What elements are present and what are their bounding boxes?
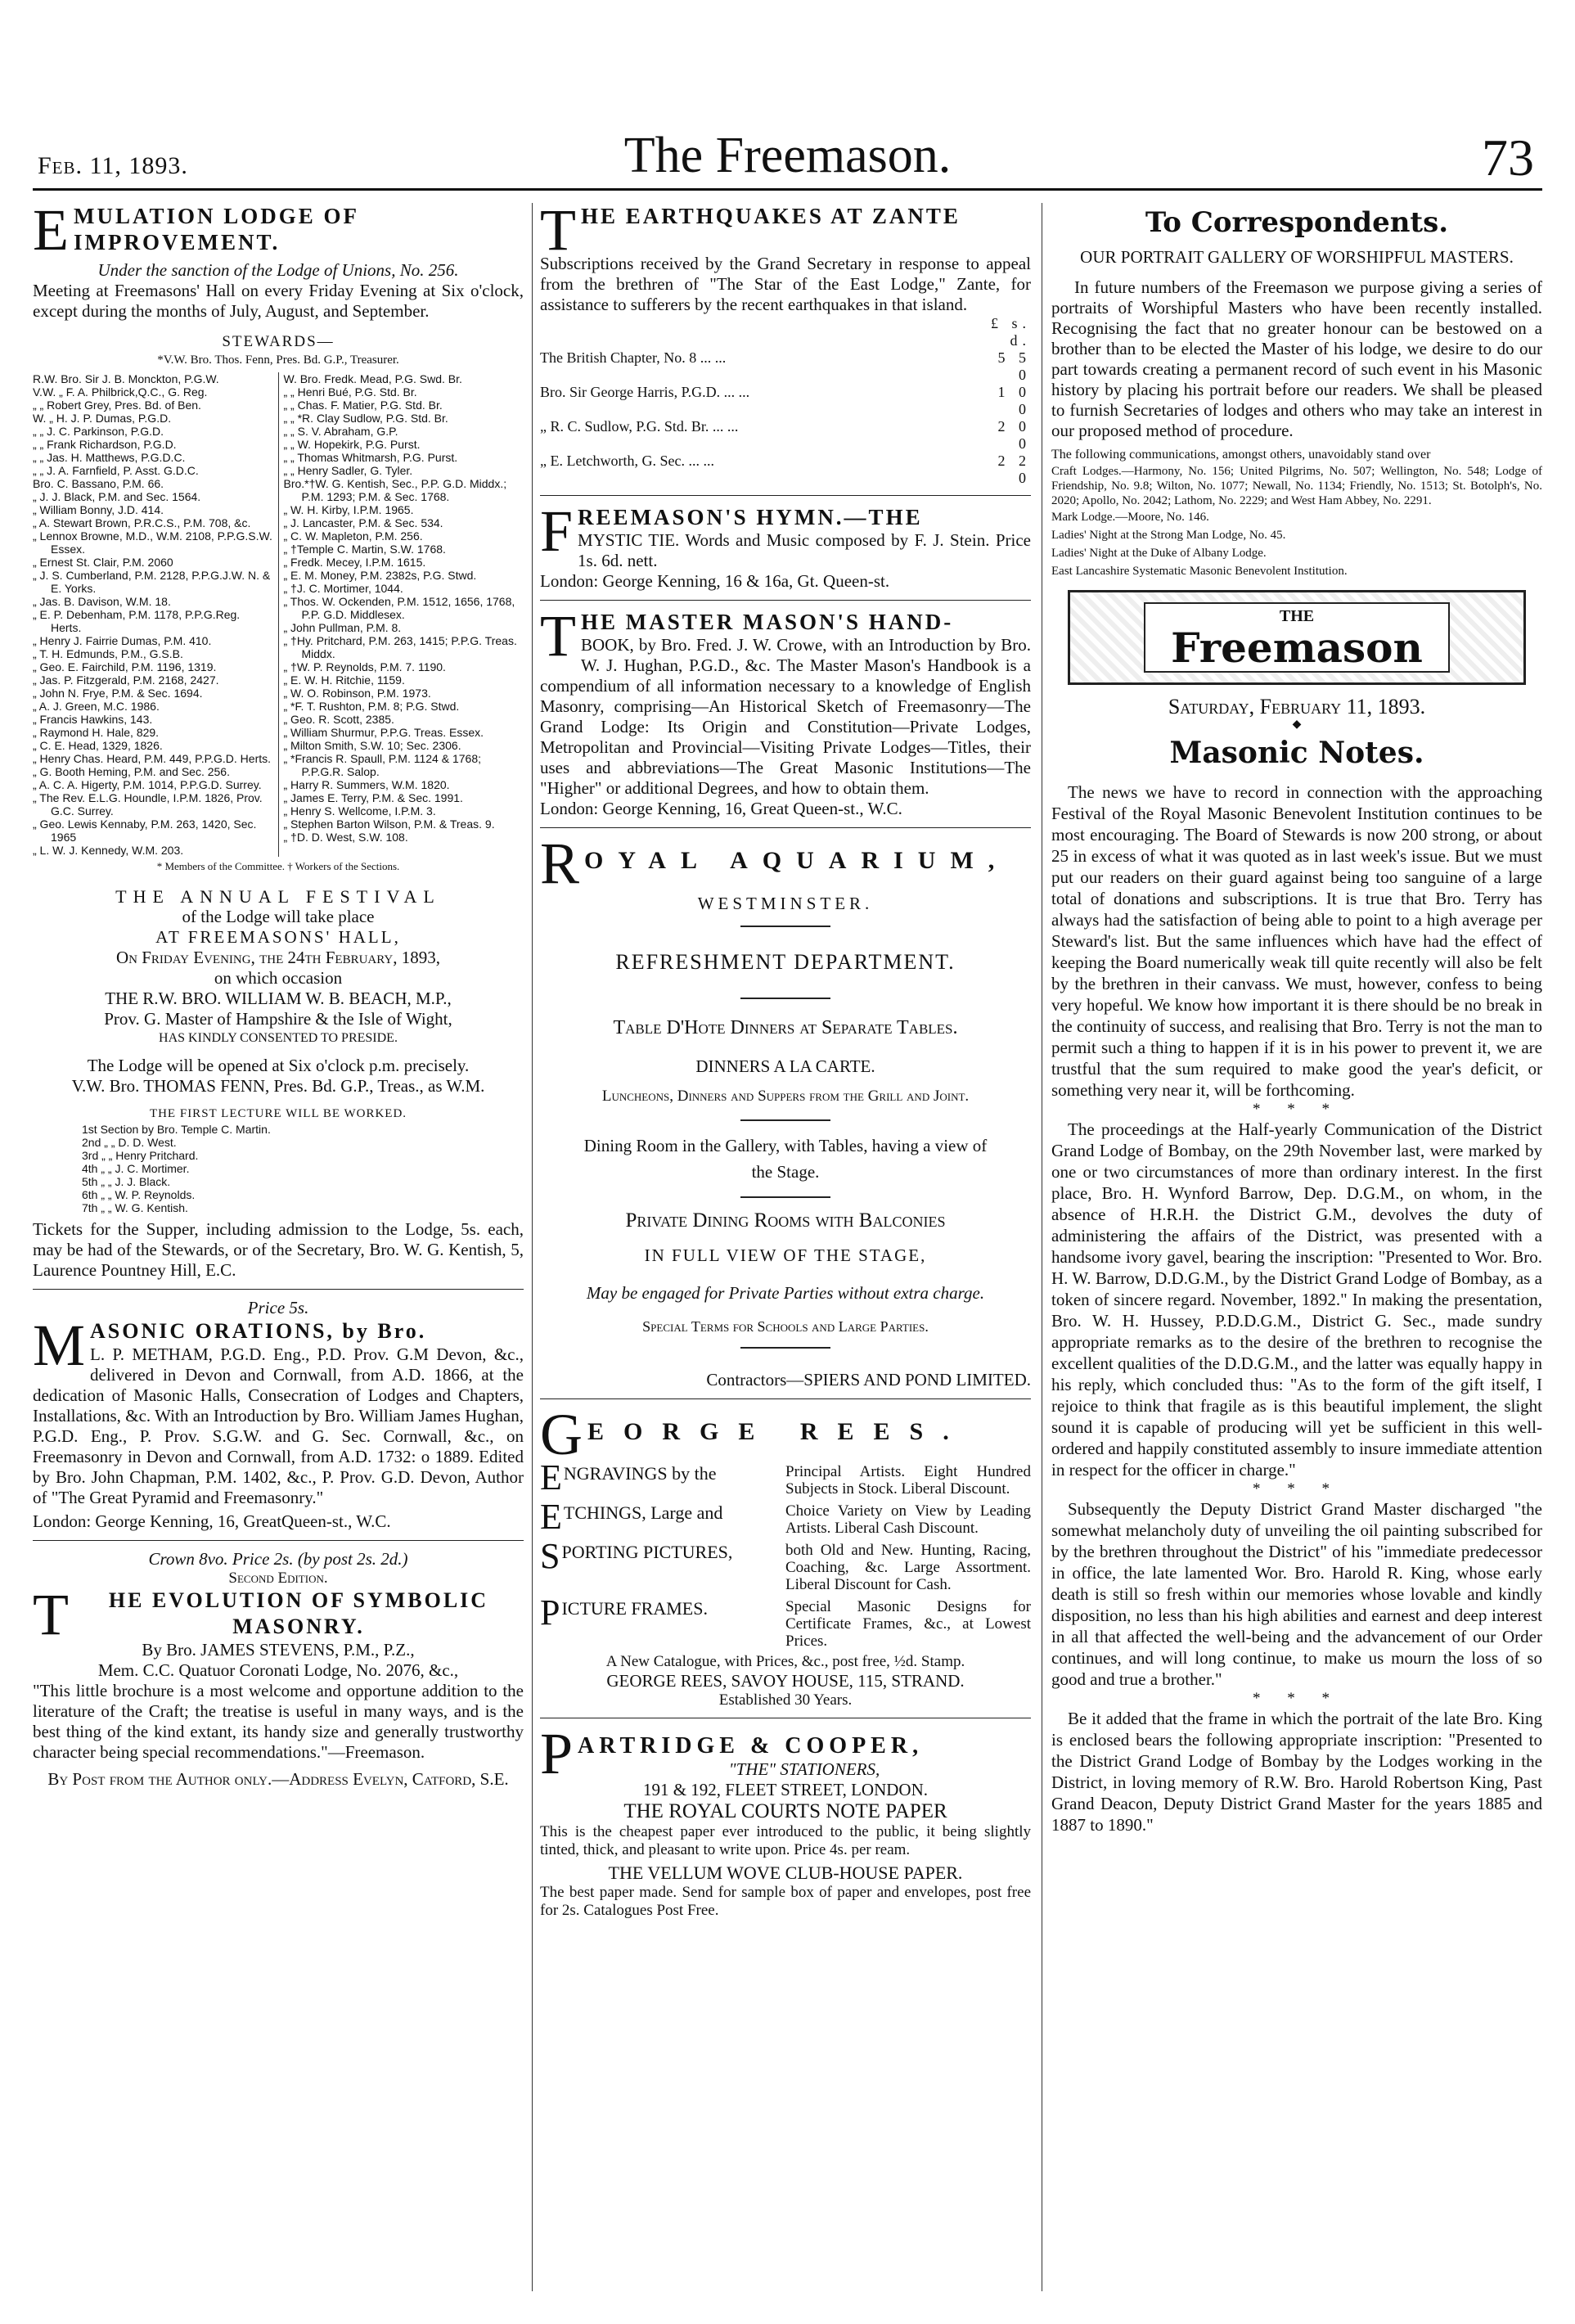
subscription-list: [540, 349, 1031, 487]
rees-item-desc: Principal Artists. Eight Hundred Subjects in Stock. Liberal Discount.: [785, 1463, 1031, 1498]
drop-cap: E: [540, 1457, 562, 1498]
festival-notice: [33, 886, 524, 1123]
drop-cap: T: [540, 609, 576, 669]
evolution-ad: [33, 1549, 524, 1790]
steward-entry: „ William Bonny, J.D. 414.: [33, 503, 164, 516]
subscriber-name: The British Chapter, No. 8 ... ...: [540, 349, 727, 366]
page-header: [33, 123, 1542, 191]
rees-item-title: PORTING PICTURES,: [561, 1542, 733, 1562]
separator-stars: * * *: [1253, 1690, 1341, 1707]
aquarium-lunch: Luncheons, Dinners and Suppers from the Grill and Joint.: [601, 1088, 970, 1105]
vellum-heading: THE VELLUM WOVE CLUB-HOUSE PAPER.: [608, 1862, 963, 1883]
steward-entry: „ John Pullman, P.M. 8.: [283, 621, 402, 634]
mark-lodge: Mark Lodge.—Moore, No. 146.: [1051, 511, 1209, 524]
subscription-row: [540, 384, 1031, 418]
divider: [540, 600, 1031, 601]
royal-aquarium-ad: [540, 836, 1031, 1390]
diamond-ornament: ◆: [1292, 718, 1302, 731]
steward-entry: „ „ W. Hopekirk, P.G. Purst.: [283, 438, 421, 451]
steward-entry: „ Thos. W. Ockenden, P.M. 1512, 1656, 1768, P.P. G.D. Middlesex.: [283, 595, 515, 621]
steward-entry: „ J. S. Cumberland, P.M. 2128, P.P.G.J.W. N. & E. Yorks.: [33, 569, 271, 595]
masthead-name: Freemason: [1171, 624, 1423, 672]
rees-address: GEORGE REES, SAVOY HOUSE, 115, STRAND.: [606, 1671, 965, 1691]
steward-entry: „ „ Henri Bué, P.G. Std. Br.: [283, 385, 417, 399]
steward-entry: „ E. M. Money, P.M. 2382s, P.G. Stwd.: [283, 569, 477, 582]
evolution-quote: "This little brochure is a most welcome and opportune addition to the literature of the Craft; the treatise is useful in many ways, and is the best thing of the kind extant, its handy size and generally trustworthy character being special recommendations."—Freemason.: [33, 1681, 524, 1762]
steward-entry: „ Raymond H. Hale, 829.: [33, 726, 160, 739]
steward-entry: „ Geo. R. Scott, 2385.: [283, 713, 394, 726]
lecture-item: 2nd „ „ D. D. West.: [82, 1136, 177, 1149]
festival-line-8: The Lodge will be opened at Six o'clock p.m. precisely.: [87, 1056, 470, 1075]
festival-line-9: V.W. Bro. THOMAS FENN, Pres. Bd. G.P., Treas., as W.M.: [71, 1076, 485, 1096]
lecture-item: 7th „ „ W. G. Kentish.: [82, 1201, 188, 1214]
hymn-title: REEMASON'S HYMN.—THE: [578, 505, 923, 529]
steward-entry: „ „ Jas. H. Matthews, P.G.D.C.: [33, 451, 186, 464]
evolution-price: Crown 8vo. Price 2s. (by post 2s. 2d.): [148, 1549, 408, 1569]
evolution-title: HE EVOLUTION OF SYMBOLIC MASONRY.: [108, 1588, 489, 1638]
column-rule-1: [532, 203, 533, 2291]
subscription-row: [540, 349, 1031, 384]
aquarium-engaged: May be engaged for Private Parties without extra charge.: [586, 1283, 985, 1303]
steward-entry: „ Henry J. Fairrie Dumas, P.M. 410.: [33, 634, 212, 647]
aquarium-title: OYAL AQUARIUM,: [584, 847, 1010, 874]
steward-entry: „ Fredk. Mecey, I.P.M. 1615.: [283, 556, 426, 569]
emulation-sanction: Under the sanction of the Lodge of Unions, No. 256.: [97, 260, 459, 280]
steward-entry: „ Henry Chas. Heard, P.M. 449, P.P.G.D. Herts.: [33, 752, 272, 765]
lecture-item: 4th „ „ J. C. Mortimer.: [82, 1162, 190, 1175]
rees-catalogue: A New Catalogue, with Prices, &c., post free, ½d. Stamp.: [605, 1653, 965, 1670]
steward-entry: „ L. W. J. Kennedy, W.M. 203.: [33, 844, 184, 857]
aquarium-private: Private Dining Rooms with Balconies: [625, 1209, 946, 1232]
divider: [740, 998, 830, 999]
steward-entry: „ J. J. Black, P.M. and Sec. 1564.: [33, 490, 201, 503]
steward-entry: „ William Shurmur, P.P.G. Treas. Essex.: [283, 726, 484, 739]
evolution-edition: Second Edition.: [228, 1570, 328, 1587]
portrait-gallery-body: In future numbers of the Freemason we purpose giving a series of portraits of Worshipful Masters who have been recently installed. Recognising the fact that no greater honour can be bestowed on a brother than to be elected the Master of his lodge, we desire to do our part towards creating a permanent record of such event in his Masonic history by placing his portrait before our readers. We shall be pleased to furnish Secretaries of lodges and others who may take an interest in our proposed method of procedure.: [1051, 277, 1542, 440]
steward-entry: W. „ H. J. P. Dumas, P.G.D.: [33, 412, 172, 425]
notes-paragraph-4: Be it added that the frame in which the portrait of the late Bro. King is enclosed bears the following appropriate inscription: "Presented to the District Grand Lodge of Bombay by the Lodges working in the District, in loving memory of R.W. Bro. Harold Robertson King, Past Grand Deacon, Deputy District Grand Master for the years 1885 and 1887 to 1890.": [1051, 1709, 1542, 1835]
divider: [540, 495, 1031, 496]
steward-entry: „ „ J. A. Farnfield, P. Asst. G.D.C.: [33, 464, 199, 477]
steward-entry: „ †D. D. West, S.W. 108.: [283, 831, 408, 844]
steward-entry: „ A. J. Green, M.C. 1986.: [33, 700, 160, 713]
treasurer-line: *V.W. Bro. Thos. Fenn, Pres. Bd. G.P., Treasurer.: [157, 354, 399, 367]
steward-entry: „ „ Thomas Whitmarsh, P.G. Purst.: [283, 451, 458, 464]
divider: [540, 827, 1031, 828]
notes-paragraph-1: The news we have to record in connection with the approaching Festival of the Royal Masonic Benevolent Institution continues to be most encouraging. The Board of Stewards is now 200 strong, or about 25 in excess of what it was quoted as in last week's issue. But we must put our readers on their guard against being too sanguine of a large total of donations and subscriptions. It is true that Bro. Terry has always had the satisfaction of being able to point to a high average per Steward's list. But the same influences which have had the effect of keeping the Board numerically weak till quite recently will also be felt by the brethren in their canvass. We must, however, confess to being very hopeful. We know how important it is there should be no break in the continuity of success, and realising that Bro. Terry is not the man to permit such a thing to happen if it is in his power to prevent it, we are trustful that the sum required to make good the year's deficit, or something very near it, will be forthcoming.: [1051, 782, 1542, 1100]
rees-item: [540, 1592, 1031, 1650]
steward-entry: „ Jas. B. Davison, W.M. 18.: [33, 595, 171, 608]
subscription-row: [540, 418, 1031, 453]
evolution-membership: Mem. C.C. Quatuor Coronati Lodge, No. 2076, &c.,: [97, 1660, 459, 1680]
hymn-ad: [540, 504, 1031, 592]
steward-entry: „ „ Frank Richardson, P.G.D.: [33, 438, 177, 451]
steward-entry: „ †Hy. Pritchard, P.M. 263, 1415; P.P.G. Treas. Middx.: [283, 634, 517, 660]
orations-title: ASONIC ORATIONS, by Bro.: [90, 1319, 427, 1343]
steward-entry: Bro. C. Bassano, P.M. 66.: [33, 477, 164, 490]
stewards-right-column: [279, 372, 524, 857]
subscription-amount: 5 5 0: [997, 349, 1031, 383]
ladies-night-2: Ladies' Night at the Duke of Albany Lodge.: [1051, 547, 1267, 560]
drop-cap: S: [540, 1536, 560, 1576]
steward-entry: „ „ *R. Clay Sudlow, P.G. Std. Br.: [283, 412, 448, 425]
stewards-footnote: * Members of the Committee. † Workers of the Sections.: [156, 860, 400, 872]
handbook-title: HE MASTER MASON'S HAND-: [580, 610, 954, 634]
steward-entry: „ †Temple C. Martin, S.W. 1768.: [283, 543, 446, 556]
steward-entry: „ E. W. H. Ritchie, 1159.: [283, 673, 405, 687]
aquarium-fullview: IN FULL VIEW OF THE STAGE,: [644, 1245, 927, 1265]
steward-entry: „ C. E. Head, 1329, 1826.: [33, 739, 163, 752]
saturday-date: Saturday, February 11, 1893.: [1168, 695, 1426, 718]
freemason-masthead: [1068, 590, 1526, 685]
aquarium-location: WESTMINSTER.: [697, 894, 874, 913]
stewards-heading: STEWARDS—: [222, 333, 335, 350]
divider: [540, 1398, 1031, 1399]
hymn-publisher: London: George Kenning, 16 & 16a, Gt. Queen-st.: [540, 571, 890, 591]
drop-cap: M: [33, 1318, 86, 1378]
steward-entry: „ C. W. Mapleton, P.M. 256.: [283, 529, 423, 543]
steward-entry: „ „ Henry Sadler, G. Tyler.: [283, 464, 413, 477]
festival-line-5: THE R.W. BRO. WILLIAM W. B. BEACH, M.P.,: [105, 989, 452, 1008]
steward-entry: „ Geo. E. Fairchild, P.M. 1196, 1319.: [33, 660, 217, 673]
steward-entry: „ The Rev. E.L.G. Houndle, I.P.M. 1826, Prov. G.C. Surrey.: [33, 791, 263, 817]
rees-item: [540, 1497, 1031, 1537]
rees-item-title: NGRAVINGS by the: [563, 1463, 717, 1484]
festival-line-7: HAS KINDLY CONSENTED TO PRESIDE.: [159, 1031, 398, 1045]
festival-line-3: On Friday Evening, the 24th February, 1893,: [115, 948, 441, 967]
evolution-author: By Bro. JAMES STEVENS, P.M., P.Z.,: [142, 1640, 415, 1660]
steward-entry: „ W. H. Kirby, I.P.M. 1965.: [283, 503, 414, 516]
drop-cap: E: [33, 203, 69, 255]
steward-entry: „ Lennox Browne, M.D., W.M. 2108, P.P.G.S.W. Essex.: [33, 529, 272, 556]
steward-entry: V.W. „ F. A. Philbrick,Q.C., G. Reg.: [33, 385, 208, 399]
notes-paragraph-3: Subsequently the Deputy District Grand Master discharged "the somewhat melancholy duty of unveiling the oil painting subscribed for by the brethren throughout the District" of his "immediate predecessor in office, the late lamented Wor. Bro. Harold R. King, whose early death is still so fresh within our memories whose lovable and kindly disposition, no less than his high abilities and earnest and deep interest in all that affected the well-being and the advancement of our Order continues, and will long continue, to make us mourn the loss of so good and true a brother.": [1051, 1499, 1542, 1689]
masonic-notes-heading: Masonic Notes.: [1169, 736, 1424, 770]
steward-entry: „ Milton Smith, S.W. 10; Sec. 2306.: [283, 739, 461, 752]
vellum-body: The best paper made. Send for sample box of paper and envelopes, post free for 2s. Catalogues Post Free.: [540, 1884, 1031, 1919]
divider: [740, 1347, 830, 1349]
rees-item-title: ICTURE FRAMES.: [561, 1598, 708, 1619]
handbook-ad: [540, 609, 1031, 819]
zante-title: HE EARTHQUAKES AT ZANTE: [580, 204, 961, 228]
steward-entry: „ A. C. A. Higerty, P.M. 1014, P.P.G.D. Surrey.: [33, 778, 262, 791]
correspondents-heading: To Correspondents.: [1145, 206, 1449, 239]
aquarium-table-dhote: Table D'Hote Dinners at Separate Tables.: [613, 1017, 958, 1038]
handbook-publisher: London: George Kenning, 16, Great Queen-st., W.C.: [540, 799, 902, 818]
subscriber-name: Bro. Sir George Harris, P.G.D. ... ...: [540, 384, 750, 400]
courts-heading: THE ROYAL COURTS NOTE PAPER: [623, 1800, 947, 1822]
steward-entry: „ Ernest St. Clair, P.M. 2060: [33, 556, 173, 569]
orations-body: L. P. METHAM, P.G.D. Eng., P.D. Prov. G.M Devon, &c., delivered in Devon and Cornwall, from A.D. 1866, at the dedication of Masonic Halls, Consecration of Lodges and Chapters, Installations, &c. With an Introduction by Bro. William James Hughan, P.G.D. Eng., P. Prov. S.G.W. and G. Sec. Cornwall, &c., on Freemasonry in Devon and Cornwall, from A.D. 1732: o 1889. Edited by Bro. John Chapman, P.M. 1402, &c., P. Prov. G.D. Devon, Author of "The Great Pyramid and Freemasonry.": [33, 1344, 524, 1507]
divider: [740, 1196, 830, 1198]
steward-entry: „ T. H. Edmunds, P.M., G.S.B.: [33, 647, 183, 660]
zante-body: Subscriptions received by the Grand Secretary in response to appeal from the brethren of "The Star of the East Lodge," Zante, for assistance to sufferers by the recent earthquakes in that island.: [540, 254, 1031, 314]
steward-entry: „ James E. Terry, P.M. & Sec. 1991.: [283, 791, 463, 804]
divider: [740, 1119, 830, 1121]
currency-header: £ s. d.: [990, 315, 1031, 349]
stewards-left-column: [33, 372, 279, 857]
subscription-row: [540, 453, 1031, 487]
partridge-cooper-ad: [540, 1727, 1031, 1920]
stewards-list: [33, 372, 524, 857]
page-number: 73: [1482, 128, 1534, 187]
steward-entry: „ „ Chas. F. Matier, P.G. Std. Br.: [283, 399, 443, 412]
subscription-amount: 1 0 0: [997, 384, 1031, 417]
steward-entry: „ G. Booth Heming, P.M. and Sec. 256.: [33, 765, 230, 778]
festival-line-4: on which occasion: [214, 968, 343, 988]
rees-item-head: [540, 1536, 785, 1593]
orations-publisher: London: George Kenning, 16, GreatQueen-st., W.C.: [33, 1511, 391, 1531]
partridge-address: 191 & 192, FLEET STREET, LONDON.: [642, 1780, 929, 1799]
george-rees-ad: [540, 1407, 1031, 1709]
portrait-gallery-heading: OUR PORTRAIT GALLERY OF WORSHIPFUL MASTERS.: [1080, 247, 1514, 267]
subscriber-name: „ E. Letchworth, G. Sec. ... ...: [540, 453, 714, 469]
rees-item-head: [540, 1457, 785, 1498]
aquarium-contractors: Contractors—SPIERS AND POND LIMITED.: [706, 1370, 1031, 1389]
masonic-orations-ad: [33, 1298, 524, 1532]
lecture-item: 1st Section by Bro. Temple C. Martin.: [82, 1123, 271, 1136]
masthead-banner: [1144, 602, 1450, 673]
column-1: [33, 203, 524, 2291]
steward-entry: „ A. Stewart Brown, P.R.C.S., P.M. 708, &c.: [33, 516, 251, 529]
steward-entry: „ Geo. Lewis Kennaby, P.M. 263, 1420, Sec. 1965: [33, 817, 257, 844]
subscription-amount: 2 2 0: [997, 453, 1031, 486]
rees-items: [540, 1457, 1031, 1650]
steward-entry: „ J. Lancaster, P.M. & Sec. 534.: [283, 516, 443, 529]
issue-date: Feb. 11, 1893.: [38, 152, 188, 179]
steward-entry: „ †J. C. Mortimer, 1044.: [283, 582, 403, 595]
standover-note: The following communications, amongst others, unavoidably stand over: [1051, 448, 1431, 462]
steward-entry: „ John N. Frye, P.M. & Sec. 1694.: [33, 687, 203, 700]
emulation-meeting: Meeting at Freemasons' Hall on every Friday Evening at Six o'clock, except during the months of July, August, and September.: [33, 281, 524, 321]
rees-item-title: TCHINGS, Large and: [563, 1502, 723, 1523]
rees-item-head: [540, 1497, 785, 1537]
lecture-item: 3rd „ „ Henry Pritchard.: [82, 1149, 199, 1162]
drop-cap: G: [540, 1407, 583, 1458]
partridge-sub: "THE" STATIONERS,: [728, 1759, 880, 1779]
steward-entry: „ Henry S. Wellcome, I.P.M. 3.: [283, 804, 436, 817]
rees-item: [540, 1457, 1031, 1498]
steward-entry: Bro.*†W. G. Kentish, Sec., P.P. G.D. Middx.; P.M. 1293; P.M. & Sec. 1768.: [283, 477, 507, 503]
separator-stars: * * *: [1253, 1480, 1341, 1498]
east-lancashire: East Lancashire Systematic Masonic Benevolent Institution.: [1051, 565, 1348, 578]
lecture-list: [33, 1123, 524, 1214]
newspaper-title: The Freemason.: [623, 128, 952, 183]
drop-cap: T: [540, 203, 576, 254]
rees-item-desc: Choice Variety on View by Leading Artists. Liberal Cash Discount.: [785, 1502, 1031, 1537]
subscriber-name: „ R. C. Sudlow, P.G. Std. Br. ... ...: [540, 418, 739, 435]
steward-entry: „ Harry R. Summers, W.M. 1820.: [283, 778, 450, 791]
lecture-item: 5th „ „ J. J. Black.: [82, 1175, 171, 1188]
rees-item-desc: both Old and New. Hunting, Racing, Coaching, &c. Large Assortment. Liberal Discount for Cash.: [785, 1542, 1031, 1593]
steward-entry: R.W. Bro. Sir J. B. Monckton, P.G.W.: [33, 372, 219, 385]
column-2: [540, 203, 1031, 2291]
steward-entry: „ Stephen Barton Wilson, P.M. & Treas. 9.: [283, 817, 495, 831]
lecture-heading: THE FIRST LECTURE WILL BE WORKED.: [149, 1107, 407, 1120]
steward-entry: „ „ Robert Grey, Pres. Bd. of Ben.: [33, 399, 201, 412]
steward-entry: „ E. P. Debenham, P.M. 1178, P.P.G.Reg. Herts.: [33, 608, 241, 634]
steward-entry: „ Jas. P. Fitzgerald, P.M. 2168, 2427.: [33, 673, 219, 687]
masthead-the: THE: [1279, 607, 1315, 625]
steward-entry: W. Bro. Fredk. Mead, P.G. Swd. Br.: [283, 372, 462, 385]
emulation-lodge-notice: [33, 203, 524, 873]
handbook-body: BOOK, by Bro. Fred. J. W. Crowe, with an Introduction by Bro. W. J. Hughan, P.G.D., &c. The Master Mason's Handbook is a compendium of all information necessary to a knowledge of English Masonry, comprising—An Historical Sketch of Freemasonry—The Grand Lodge: Its Origin and Constitution—Private Lodges, Metropolitan and Provincial—Visiting Private Lodges—Titles, their uses and abbreviations—The Great Masonic Institutions—The "Higher" or additional Degrees, and how to obtain them.: [540, 635, 1031, 798]
drop-cap: P: [540, 1592, 560, 1633]
zante-subscriptions: [540, 203, 1031, 487]
orations-price: Price 5s.: [247, 1298, 309, 1317]
steward-entry: „ „ S. V. Abraham, G.P.: [283, 425, 398, 438]
ladies-night-1: Ladies' Night at the Strong Man Lodge, No. 45.: [1051, 529, 1286, 542]
festival-line-2: AT FREEMASONS' HALL,: [155, 927, 401, 947]
hymn-body: MYSTIC TIE. Words and Music composed by F. J. Stein. Price 1s. 6d. nett.: [578, 530, 1031, 570]
courts-body: This is the cheapest paper ever introduced to the public, it being slightly tinted, thick, and pleasant to write upon. Price 4s. per ream.: [540, 1823, 1031, 1858]
drop-cap: F: [540, 504, 574, 564]
steward-entry: „ Francis Hawkins, 143.: [33, 713, 153, 726]
aquarium-special: Special Terms for Schools and Large Parties.: [642, 1318, 929, 1335]
rees-item-head: [540, 1592, 785, 1650]
notes-paragraph-2: The proceedings at the Half-yearly Communication of the District Grand Lodge of Bombay, on the 29th November last, were marked by one or two circumstances of more than ordinary interest. In the first place, Bro. H. Wynford Barrow, Dep. D.G.M., on whom, in the absence of H.R.H. the District G.M., devolves the duty of administering the affairs of the District, was presented with a handsome ivory gavel, bearing the inscription: "Presented to Wor. Bro. H. W. Barrow, D.D.G.M., by the District Grand Lodge of Bombay, as a token of sincere regard. November, 1892." In making the presentation, Bro. W. H. Hussey, P.D.D.G.M., District G. Sec., made sundry appropriate remarks as to the desire of the brethren to recognise the excellent qualities of the D.D.G.M., and the latter was equally happy in his reply, which concluded thus: "As to the form of the gift itself, I rejoice to think that fragile as is this beautiful implement, the slight sound it is capable of producing will yet be sufficient in this well-ordered and happily constituted assembly to insure immediate attention in respect for the officer in charge.": [1051, 1119, 1542, 1480]
rees-item-desc: Special Masonic Designs for Certificate Frames, &c., at Lowest Prices.: [785, 1598, 1031, 1650]
steward-entry: „ †W. P. Reynolds, P.M. 7. 1190.: [283, 660, 446, 673]
craft-lodges: Craft Lodges.—Harmony, No. 156; United Pilgrims, No. 507; Wellington, No. 548; Lodge of Friendship, No. 9.8; Wilton, No. 1077; Newall, No. 1134; Friendly, No. 1513; St. Botolph's, No. 2020; Apollo, No. 2042; Lathom, No. 2229; and West Ham Abbey, No. 2291.: [1051, 465, 1542, 507]
divider: [740, 926, 830, 927]
aquarium-department: REFRESHMENT DEPARTMENT.: [615, 950, 956, 974]
rees-title: EORGE REES.: [587, 1418, 969, 1445]
drop-cap: T: [33, 1588, 69, 1640]
rees-established: Established 30 Years.: [718, 1691, 853, 1709]
divider: [33, 1289, 524, 1290]
drop-cap: E: [540, 1497, 562, 1537]
drop-cap: P: [540, 1727, 574, 1780]
festival-tickets: Tickets for the Supper, including admission to the Lodge, 5s. each, may be had of the Stewards, or of the Secretary, Bro. W. G. Kentish, 5, Laurence Pountney Hill, E.C.: [33, 1219, 524, 1280]
festival-line-6: Prov. G. Master of Hampshire & the Isle of Wight,: [104, 1009, 452, 1029]
partridge-title: ARTRIDGE & COOPER,: [578, 1733, 924, 1759]
festival-line-1: of the Lodge will take place: [182, 907, 375, 926]
rees-item: [540, 1536, 1031, 1593]
steward-entry: „ *F. T. Rushton, P.M. 8; P.G. Stwd.: [283, 700, 460, 713]
steward-entry: „ W. O. Robinson, P.M. 1973.: [283, 687, 431, 700]
emulation-title: MULATION LODGE OF IMPROVEMENT.: [73, 204, 358, 254]
subscription-amount: 2 0 0: [997, 418, 1031, 452]
drop-cap: R: [540, 836, 580, 887]
aquarium-dining: Dining Room in the Gallery, with Tables, having a view of the Stage.: [583, 1136, 988, 1182]
steward-entry: „ „ J. C. Parkinson, P.G.D.: [33, 425, 164, 438]
divider: [33, 1540, 524, 1541]
separator-stars: * * *: [1253, 1101, 1341, 1118]
steward-entry: „ *Francis R. Spaull, P.M. 1124 & 1768; P.P.G.R. Salop.: [283, 752, 481, 778]
aquarium-carte: DINNERS A LA CARTE.: [695, 1056, 875, 1076]
column-3: [1051, 203, 1542, 2291]
festival-title: THE ANNUAL FESTIVAL: [115, 886, 441, 907]
lecture-item: 6th „ „ W. P. Reynolds.: [82, 1188, 196, 1201]
evolution-post: By Post from the Author only.—Address Evelyn, Catford, S.E.: [47, 1769, 509, 1789]
